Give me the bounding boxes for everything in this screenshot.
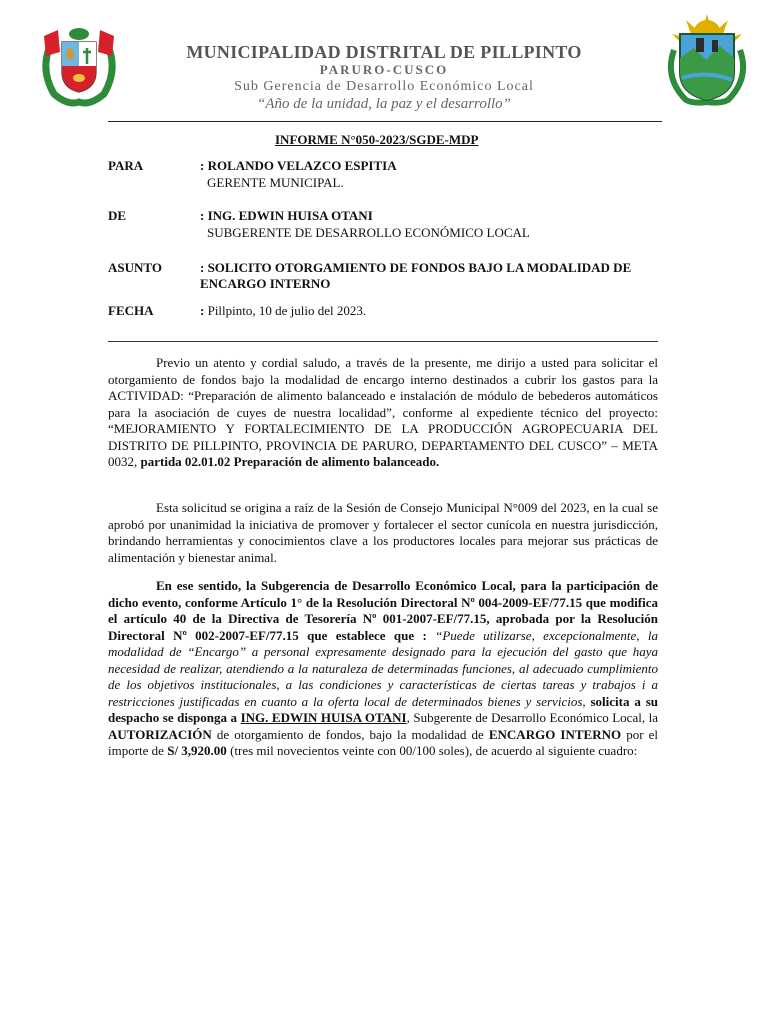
fecha-colon: : (200, 303, 205, 318)
header-divider (108, 121, 662, 122)
de-label: DE (108, 208, 127, 223)
municipality-location: PARURO-CUSCO (319, 62, 449, 77)
paragraph-1 (108, 355, 658, 471)
p3-text-g: (tres mil novecientos veinte con 00/100 soles), de acuerdo al siguiente cuadro: (226, 743, 638, 758)
p3-text-e: de otorgamiento de fondos, bajo la modalidad de (211, 726, 489, 742)
paragraph-2 (108, 500, 658, 566)
para-role: GERENTE MUNICIPAL. (207, 175, 344, 190)
fecha-text: Pillpinto, 10 de julio del 2023. (204, 303, 367, 318)
report-title: INFORME N°050-2023/SGDE-MDP (275, 132, 479, 147)
office-name: Sub Gerencia de Desarrollo Económico Local (234, 79, 534, 94)
de-sender: : ING. EDWIN HUISA OTANI (200, 208, 373, 223)
fecha-label: FECHA (108, 303, 154, 318)
p3-intro: En ese sentido, la Subgerencia de Desarrollo Económico Local, para la participación de dicho evento, conforme Artículo 1° de la Resolución Directoral Nº 004-2009-EF/77.15 que modifica el artículo 40 de la Directiva de Tesorería Nº 001-2007-EF/77.15, aprobada por la Resolución Directoral Nº 002-2007-EF/77.15 que establece que : (108, 578, 658, 643)
p3-name: ING. EDWIN HUISA OTANI (240, 710, 407, 725)
p1-partida: partida 02.01.02 Preparación de alimento balanceado. (140, 454, 440, 469)
paragraph-3 (108, 578, 658, 760)
p3-request: solicita a su despacho se disponga a (108, 693, 658, 725)
p3-role: , Subgerente de Desarrollo Económico Local, la (406, 710, 658, 725)
municipality-name: MUNICIPALIDAD DISTRITAL DE PILLPINTO (186, 42, 582, 62)
p1-text: Previo un atento y cordial saludo, a través de la presente, me dirijo a usted para solicitar el otorgamiento de fondos bajo la modalidad de encargo interno destinados a cubrir los gastos para la ACTIVIDAD: “Preparación de alimento balanceado e instalación de módulo de bebederos automáticos para la asociación de cuyes de nuestra localidad”, conforme al expediente técnico del proyecto: “MEJORAMIENTO Y FORTALECIMIENTO DE LA PRODUCCIÓN AGROPECUARIA DEL DISTRITO DE PILLPINTO, PROVINCIA DE PARURO, DEPARTAMENTO DEL CUSCO” – META 0032, (108, 355, 658, 469)
p3-amount: S/ 3,920.00 (167, 743, 227, 758)
asunto-label: ASUNTO (108, 260, 162, 275)
fecha-value (200, 303, 366, 319)
p3-quote: “Puede utilizarse, excepcionalmente, la modalidad de “Encargo” a personal expresamente designado para la ejecución del gasto que haya necesidad de realizar, atendiendo a la naturaleza de determinadas funciones, al adecuado cumplimiento de los objetivos institucionales, a las condiciones y características de ciertas tareas y trabajos i a restricciones justificadas en cuanto a la oferta local de determinados bienes y servicios, (108, 627, 658, 709)
p3-text-f: por el importe de (108, 726, 659, 758)
para-label: PARA (108, 158, 144, 173)
asunto-line-2: ENCARGO INTERNO (200, 276, 331, 291)
de-role: SUBGERENTE DE DESARROLLO ECONÓMICO LOCAL (207, 225, 530, 240)
para-recipient: : ROLANDO VELAZCO ESPITIA (200, 158, 397, 173)
asunto-line-1: : SOLICITO OTORGAMIENTO DE FONDOS BAJO LA MODALIDAD DE (200, 260, 632, 275)
p2-text: Esta solicitud se origina a raíz de la Sesión de Consejo Municipal N°009 del 2023, en la cual se aprobó por unanimidad la iniciativa de promover y fortalecer el sector cunícola en nuestra jurisdicción, brindando herramientas y conocimientos clave a los productores locales para mejorar sus prácticas de alimentación y bienestar animal. (108, 500, 658, 565)
year-motto: “Año de la unidad, la paz y el desarrollo” (256, 96, 512, 112)
p3-authorization: AUTORIZACIÓN (108, 726, 212, 742)
p3-encargo: ENCARGO INTERNO (488, 726, 622, 742)
memo-divider (108, 341, 658, 342)
